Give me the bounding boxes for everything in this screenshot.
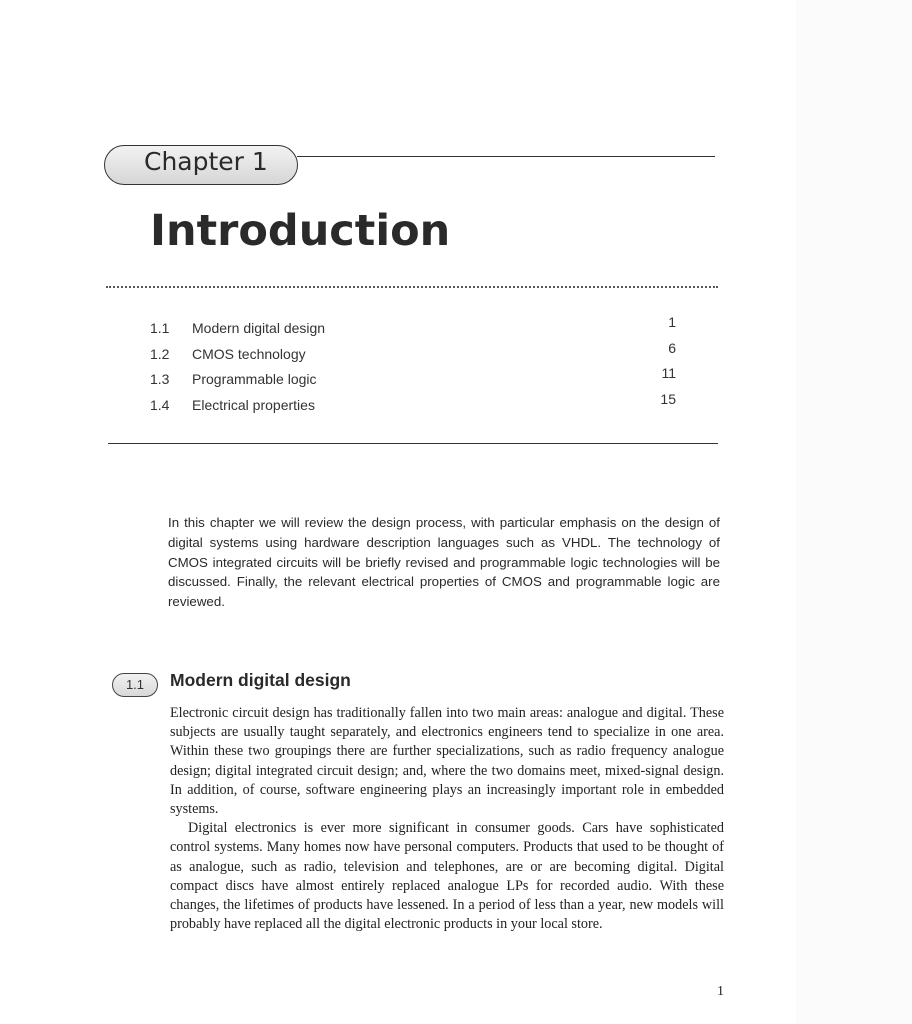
section-heading: Modern digital design [170, 670, 351, 690]
toc-entry-page: 6 [668, 339, 676, 356]
body-paragraph: Digital electronics is ever more significant in consumer goods. Cars have sophisticated control systems. Many homes now have personal computers. Products that used to be thought of as analogue, such as radio, television and telephones, are or are becoming digital. Digital compact discs have almost entirely replaced analogue LPs for recorded audio. With these changes, the lifetimes of products have lessened. In a period of less than a year, new models will probably have replaced all the digital electronic products in your local store. [170, 820, 724, 933]
toc-entry-number: 1.1 [150, 320, 170, 336]
toc-entry-page: 11 [661, 365, 676, 381]
toc-entry [150, 367, 680, 393]
body-paragraph: Electronic circuit design has traditionally fallen into two main areas: analogue and digital. These subjects are usually taught separately, and electronics engineers tend to specialize in one area. Within these two groupings there are further specializations, such as radio frequency analogue design; digital integrated circuit design; and, where the two domains meet, mixed-signal design. In addition, of course, software engineering plays an increasingly important role in embedded systems. [170, 705, 724, 818]
toc-entry-number: 1.4 [150, 396, 170, 413]
chapter-abstract: In this chapter we will review the design process, with particular emphasis on the design of digital systems using hardware description languages such as VHDL. The technology of CMOS integrated circuits will be briefly revised and programmable logic technologies will be discussed. Finally, the relevant electrical properties of CMOS and programmable logic are reviewed. [168, 515, 720, 610]
page-edge [796, 0, 912, 1024]
toc-entry-title: Programmable logic [192, 371, 317, 387]
table-of-contents [150, 316, 680, 418]
dotted-divider [106, 286, 718, 288]
chapter-rule [297, 156, 715, 157]
chapter-label: Chapter 1 [144, 147, 268, 176]
toc-entry-page: 1 [668, 314, 676, 330]
chapter-title: Introduction [150, 206, 451, 256]
toc-entry-page: 15 [660, 390, 676, 407]
section-body [170, 704, 724, 934]
toc-entry [150, 339, 680, 368]
solid-divider [108, 443, 718, 444]
toc-entry-number: 1.3 [150, 371, 170, 387]
toc-entry-title: Modern digital design [192, 320, 326, 336]
toc-entry-title: Electrical properties [192, 396, 315, 413]
page-number: 1 [717, 984, 724, 999]
toc-entry-number: 1.2 [150, 345, 170, 362]
toc-entry [150, 390, 680, 419]
section-number-badge: 1.1 [112, 673, 158, 697]
toc-entry-title: CMOS technology [192, 345, 306, 362]
toc-entry [150, 316, 680, 342]
